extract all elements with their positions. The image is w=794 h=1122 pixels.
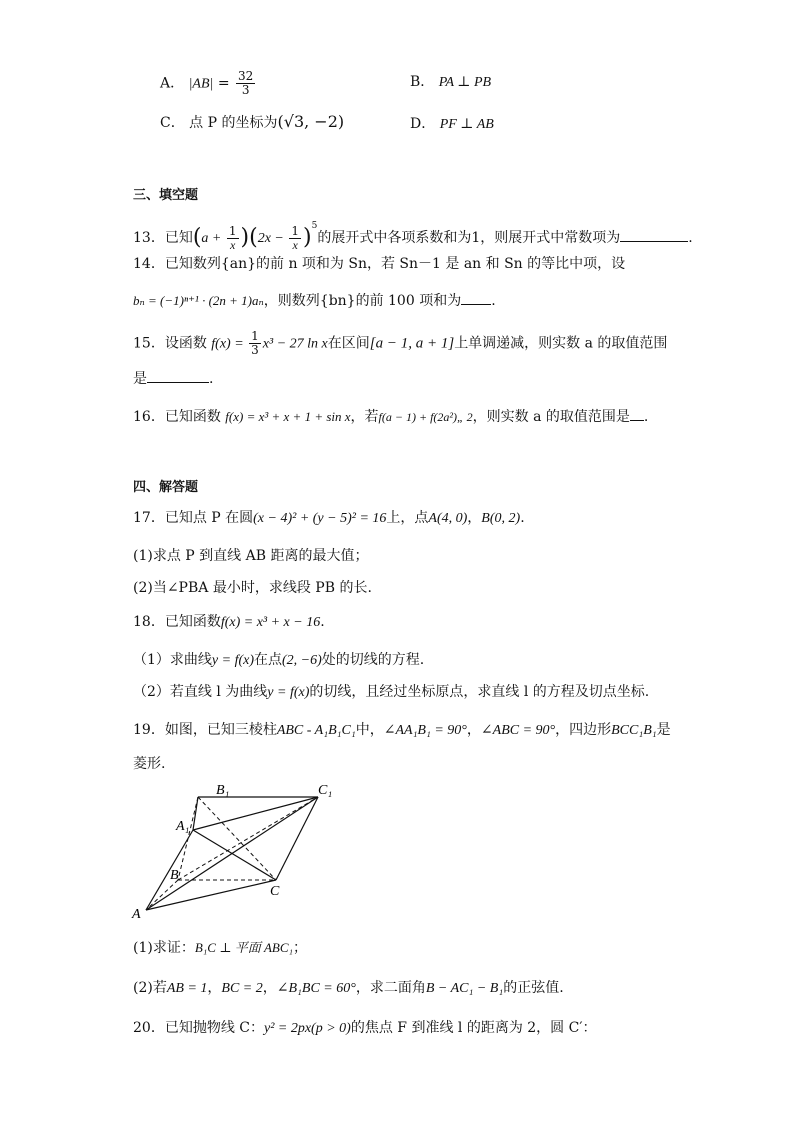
q13-end: .: [688, 230, 693, 246]
q19-text-b: 中，: [355, 722, 384, 738]
option-a-label: A．: [160, 75, 185, 92]
question-18-part2: [133, 682, 649, 703]
edge-ab-hidden: [146, 880, 178, 910]
q15-mid: 在区间: [327, 335, 370, 352]
q16-num: 16．已知函数: [133, 409, 221, 425]
q16-end: .: [643, 409, 649, 425]
q19-sep: ，: [466, 722, 481, 738]
q13-frac2-den: x: [292, 237, 298, 252]
q19-quad: BCC₁B₁: [611, 723, 657, 738]
q18-p2-a: （2）若直线 l 为曲线: [133, 684, 268, 700]
option-b-label: B．: [410, 74, 435, 90]
question-13: [133, 216, 693, 252]
option-a-numerator: 32: [238, 69, 254, 83]
q18-fx: f(x) = x³ + x − 16: [220, 615, 321, 630]
q14-bn-formula: bₙ = (−1)ⁿ⁺¹ · (2n + 1)aₙ: [133, 293, 264, 308]
q18-p1-c: 处的切线的方程.: [321, 652, 425, 668]
paren-close: ): [303, 225, 312, 250]
question-16: [133, 406, 648, 427]
edge-a1c1: [193, 797, 318, 830]
q15-frac-num: 1: [251, 329, 259, 343]
q19-p1-a: (1)求证：: [133, 940, 195, 956]
edge-b1b-hidden: [178, 797, 198, 880]
answer-blank[interactable]: [620, 227, 688, 242]
q19-prism: ABC - A₁B₁C₁: [276, 723, 356, 738]
option-c-label: C．: [160, 115, 185, 131]
q17-circle: (x − 4)² + (y − 5)² = 16: [253, 511, 387, 526]
question-19-line2: 菱形.: [133, 756, 166, 772]
paren-open: (: [192, 225, 202, 250]
q19-text-d: 是: [656, 722, 671, 738]
question-19-line1: [133, 720, 671, 741]
section-heading-solutions: 四、解答题: [133, 480, 199, 495]
edge-a1c: [193, 830, 276, 880]
q13-power: 5: [311, 221, 318, 231]
answer-blank[interactable]: [147, 368, 209, 383]
option-b: [410, 72, 491, 93]
q15-frac-den: 3: [251, 343, 259, 357]
q15-end: .: [209, 371, 214, 387]
q17-point-a: A(4, 0): [428, 511, 468, 526]
option-a-lhs: |AB|: [188, 76, 214, 92]
q18-p1-a: （1）求曲线: [133, 652, 212, 668]
q19-p1-c: ；: [293, 940, 308, 956]
option-c-value: (√3, −2): [277, 112, 345, 131]
q19-p2-c: 的正弦值.: [503, 980, 564, 996]
option-a-fraction: [236, 70, 255, 97]
q13-expr2: 2x −: [257, 231, 288, 246]
q13-frac1: [227, 225, 239, 252]
q19-p2-ab: AB = 1: [166, 981, 208, 996]
question-15-line2: [133, 368, 213, 389]
question-17-line1: [133, 508, 525, 529]
q17-point-b: B(0, 2): [481, 511, 521, 526]
paren-close: ): [240, 225, 250, 250]
q13-expr1: a +: [201, 231, 225, 246]
q20-equation: y² = 2px(p > 0): [263, 1021, 351, 1036]
q19-p2-sep1: ，: [207, 980, 222, 996]
q19-p2-sep2: ，: [262, 980, 277, 996]
q15-frac: [249, 330, 261, 357]
q19-p2-dihedral: B − AC₁ − B₁: [425, 981, 504, 996]
q20-text-b: 的焦点 F 到准线 l 的距离为 2，圆 C′：: [350, 1020, 597, 1036]
q17-end: .: [520, 510, 525, 526]
question-20-line1: [133, 1018, 597, 1039]
option-c: [160, 112, 344, 133]
q16-mid: ，若: [350, 409, 379, 425]
q19-p2-bc: BC = 2: [221, 981, 263, 996]
label-b1: B₁: [216, 783, 230, 798]
q17-text-a: 17．已知点 P 在圆: [133, 510, 254, 526]
q13-frac2-num: 1: [291, 223, 300, 238]
option-a-denominator: 3: [241, 83, 250, 97]
paren-open: (: [249, 225, 258, 250]
q19-angle1: ∠AA₁B₁ = 90°: [383, 723, 467, 738]
option-a-eq: =: [213, 75, 235, 92]
q18-text: 18．已知函数: [133, 614, 221, 630]
q16-condition: f(a − 1) + f(2a²)„ 2: [378, 410, 473, 424]
edge-c1c: [276, 797, 318, 880]
option-d: [410, 114, 494, 135]
q14-rest: ，则数列{bn}的前 100 项和为: [263, 293, 462, 309]
option-a: [160, 70, 257, 97]
label-c: C: [270, 884, 280, 899]
q13-frac1-den: x: [230, 237, 236, 252]
label-a: A: [132, 907, 141, 920]
option-b-expr: PA ⊥ PB: [438, 75, 492, 90]
q19-p2-b: ，求二面角: [355, 980, 426, 996]
question-19-part2: [133, 978, 564, 999]
label-a1: A₁: [176, 819, 190, 834]
q15-interval: [a − 1, a + 1]: [369, 335, 455, 352]
q13-frac2: [289, 225, 301, 252]
q19-p2-a: (2)若: [133, 980, 167, 996]
question-17-part1: (1)求点 P 到直线 AB 距离的最大值；: [133, 548, 369, 564]
q18-p1-curve: y = f(x): [211, 653, 255, 668]
q15-line2: 是: [133, 371, 147, 387]
q13-num: 13．已知: [133, 230, 193, 246]
question-19-part1: [133, 938, 307, 958]
prism-figure: [128, 780, 348, 920]
question-18-part1: [133, 650, 424, 671]
option-d-label: D．: [410, 116, 436, 132]
q20-text-a: 20．已知抛物线 C：: [133, 1020, 264, 1036]
q16-rest: ，则实数 a 的取值范围是: [472, 409, 630, 425]
q16-fx: f(x) = x³ + x + 1 + sin x: [225, 409, 351, 424]
question-14-line1: 14．已知数列{an}的前 n 项和为 Sn，若 Sn－1 是 an 和 Sn 的等比中项，设: [133, 256, 626, 272]
section-heading-fill-blank: 三、填空题: [133, 188, 199, 203]
q18-p2-b: 的切线，且经过坐标原点，求直线 l 的方程及切点坐标.: [309, 684, 650, 700]
q19-text-c: ，四边形: [555, 722, 612, 738]
q19-p2-angle: ∠B₁BC = 60°: [276, 981, 356, 996]
edge-ac: [146, 880, 276, 910]
q15-num: 15．设函数: [133, 335, 207, 352]
label-c1: C₁: [318, 783, 333, 798]
question-17-part2: (2)当∠PBA 最小时，求线段 PB 的长.: [133, 580, 372, 596]
q15-expr: x³ − 27 ln x: [262, 336, 328, 352]
question-15-line1: [133, 330, 667, 357]
option-d-expr: PF ⊥ AB: [439, 117, 494, 132]
question-14-line2: [133, 290, 496, 311]
q15-fx: f(x) =: [211, 336, 248, 352]
q15-rest: 上单调递减，则实数 a 的取值范围: [454, 335, 668, 352]
q19-angle2: ∠ABC = 90°: [480, 723, 556, 738]
q18-end: .: [320, 614, 325, 630]
q13-frac1-num: 1: [228, 223, 237, 238]
q19-p1-b: B₁C ⊥ 平面 ABC₁: [194, 940, 294, 955]
q18-p1-b: 在点: [254, 652, 283, 668]
answer-blank[interactable]: [461, 290, 491, 305]
label-b: B: [170, 868, 179, 883]
q17-sep: ，: [467, 510, 482, 526]
q18-p1-point: (2, −6): [282, 653, 322, 668]
option-c-text: 点 P 的坐标为: [189, 115, 278, 131]
q17-text-b: 上，点: [386, 510, 429, 526]
question-18-line1: [133, 612, 325, 633]
q19-text-a: 19．如图，已知三棱柱: [133, 722, 277, 738]
q18-p2-curve: y = f(x): [267, 685, 310, 700]
answer-blank[interactable]: [630, 406, 644, 421]
q14-end: .: [491, 293, 496, 309]
q13-rest: 的展开式中各项系数和为1，则展开式中常数项为: [317, 230, 621, 246]
